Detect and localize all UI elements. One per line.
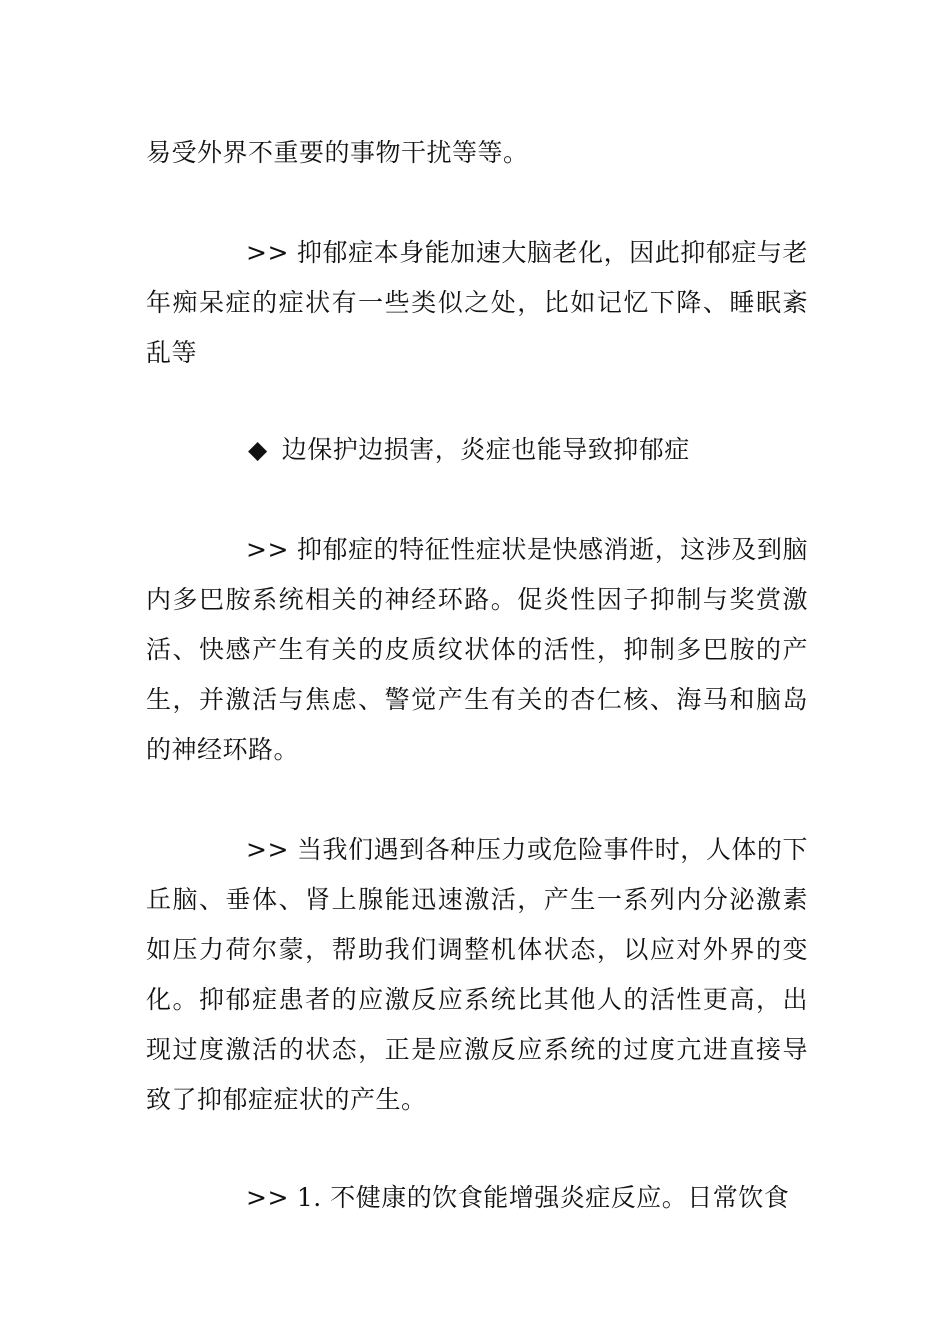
paragraph-text: 抑郁症本身能加速大脑老化，因此抑郁症与老年痴呆症的症状有一些类似之处，比如记忆下降、睡眠紊乱等 (146, 238, 808, 367)
paragraph-5 (146, 1173, 808, 1223)
paragraph-text: 1. 不健康的饮食能增强炎症反应。日常饮食 (296, 1183, 790, 1212)
paragraph-marker: >> (246, 835, 289, 864)
paragraph-text: 当我们遇到各种压力或危险事件时，人体的下丘脑、垂体、肾上腺能迅速激活，产生一系列内分泌激素如压力荷尔蒙，帮助我们调整机体状态，以应对外界的变化。抑郁症患者的应激反应系统比其他人的活性更高，出现过度激活的状态，正是应激反应系统的过度亢进直接导致了抑郁症症状的产生。 (146, 835, 808, 1114)
paragraph-marker: >> (246, 535, 289, 564)
paragraph-4 (146, 825, 808, 1125)
paragraph-marker: >> (246, 238, 289, 267)
paragraph-text: 易受外界不重要的事物干扰等等。 (146, 138, 529, 167)
section-heading (248, 425, 690, 475)
paragraph-text: 抑郁症的特征性症状是快感消逝，这涉及到脑内多巴胺系统相关的神经环路。促炎性因子抑制与奖赏激活、快感产生有关的皮质纹状体的活性，抑制多巴胺的产生，并激活与焦虑、警觉产生有关的杏仁核、海马和脑岛的神经环路。 (146, 535, 808, 764)
paragraph-3 (146, 525, 808, 775)
heading-text: 边保护边损害，炎症也能导致抑郁症 (281, 435, 690, 464)
paragraph-marker: >> (246, 1183, 289, 1212)
paragraph-1 (146, 128, 808, 178)
paragraph-2 (146, 228, 808, 378)
diamond-bullet-icon: ◆ (248, 435, 268, 464)
